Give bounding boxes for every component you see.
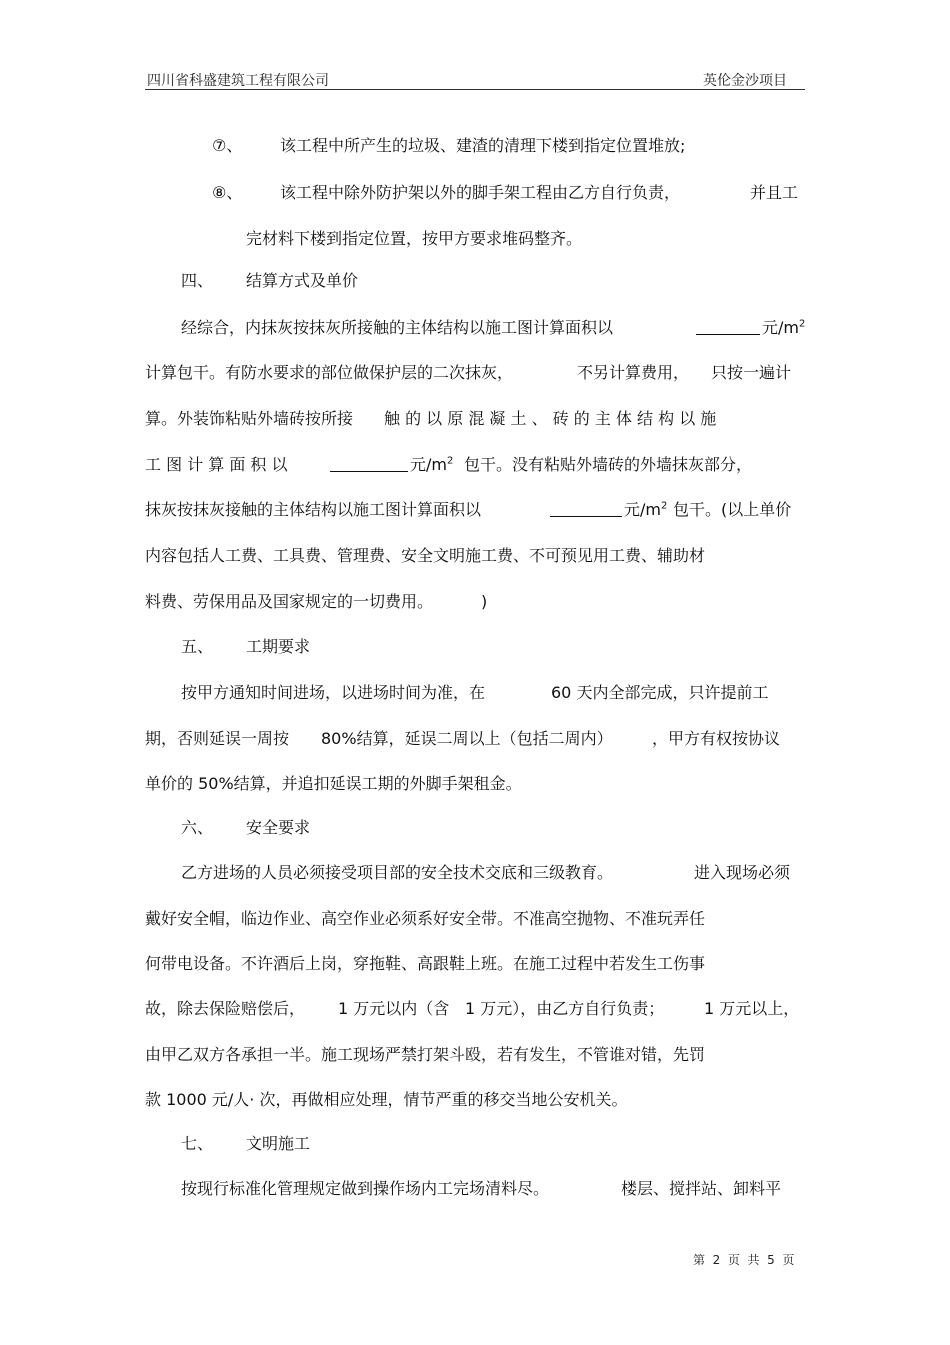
- s6-line-6: 款 1000 元/人· 次，再做相应处理，情节严重的移交当地公安机关。: [145, 1090, 628, 1109]
- s4-line-2: 计算包干。有防水要求的部位做保护层的二次抹灰，: [145, 363, 514, 382]
- s4-line-6: 内容包括人工费、工具费、管理费、安全文明施工费、不可预见用工费、辅助材: [145, 546, 706, 565]
- section-6-title: 安全要求: [246, 818, 311, 837]
- section-4-title: 结算方式及单价: [246, 271, 359, 290]
- s6-line-4c: 1 万元），由乙方自行负责；: [465, 999, 665, 1018]
- s4-line-2b: 不另计算费用，: [577, 363, 690, 382]
- page-number: 第 2 页 共 5 页: [693, 1253, 795, 1267]
- s6-line-5: 由甲乙双方各承担一半。施工现场严禁打架斗殴，若有发生，不管谁对错，先罚: [145, 1045, 706, 1064]
- section-6-number: 六、: [181, 818, 214, 837]
- s5-line-1b: 60 天内全部完成，只许提前工: [551, 683, 769, 702]
- section-4-number: 四、: [181, 271, 214, 290]
- s4-unit-3: 元$/m^2$: [624, 500, 668, 519]
- section-5-title: 工期要求: [246, 637, 311, 656]
- s4-line-3b: 触 的 以 原 混 凝 土 、 砖 的 主 体 结 构 以 施: [384, 409, 717, 428]
- section-7-number: 七、: [181, 1134, 214, 1153]
- item-8-number: ⑧、: [212, 183, 243, 202]
- s4-line-5: 抹灰按抹灰接触的主体结构以施工图计算面积以: [145, 500, 482, 519]
- s4-blank-1[interactable]: [696, 320, 760, 335]
- s6-line-4: 故，除去保险赔偿后，: [145, 999, 306, 1018]
- s4-unit-2: 元$/m^2$: [410, 455, 454, 474]
- s6-line-1b: 进入现场必须: [694, 863, 791, 882]
- header-company: 四川省科盛建筑工程有限公司: [147, 73, 329, 89]
- s4-blank-2[interactable]: [330, 457, 408, 472]
- s6-line-4b: 1 万元以内（含: [338, 999, 450, 1018]
- s6-line-4d: 1 万元以上，: [704, 999, 800, 1018]
- item-7-text: 该工程中所产生的垃圾、建渣的清理下楼到指定位置堆放;: [280, 136, 686, 155]
- s4-unit-1: 元$/m^2$: [762, 318, 806, 337]
- s6-line-3: 何带电设备。不许酒后上岗，穿拖鞋、高跟鞋上班。在施工过程中若发生工伤事: [145, 954, 706, 973]
- item-7-number: ⑦、: [212, 136, 243, 155]
- s6-line-1: 乙方进场的人员必须接受项目部的安全技术交底和三级教育。: [181, 863, 614, 882]
- s6-line-2: 戴好安全帽，临边作业、高空作业必须系好安全带。不准高空抛物、不准玩弄任: [145, 909, 706, 928]
- item-8-text-tail: 并且工: [750, 183, 799, 202]
- s5-line-2: 期，否则延误一周按: [145, 729, 290, 748]
- section-5-number: 五、: [181, 637, 214, 656]
- s4-line-3: 算。外装饰粘贴外墙砖按所接: [145, 409, 354, 428]
- s7-line-1b: 楼层、搅拌站、卸料平: [621, 1179, 782, 1198]
- s5-line-2b: 80%结算，延误二周以上（包括二周内）: [321, 729, 613, 748]
- s5-line-2c: ，甲方有权按协议: [652, 729, 781, 748]
- item-8-continuation: 完材料下楼到指定位置，按甲方要求堆码整齐。: [246, 229, 583, 248]
- s4-line-4b: 包干。没有粘贴外墙砖的外墙抹灰部分，: [464, 455, 753, 474]
- s4-line-2c: 只按一遍计: [711, 363, 792, 382]
- header-project: 英伦金沙项目: [703, 73, 787, 89]
- section-7-title: 文明施工: [246, 1134, 311, 1153]
- s4-line-1: 经综合，内抹灰按抹灰所接触的主体结构以施工图计算面积以: [181, 318, 614, 337]
- s5-line-3: 单价的 50%结算，并追扣延误工期的外脚手架租金。: [145, 774, 522, 793]
- s4-line-5b: 包干。(以上单价: [673, 500, 792, 519]
- s4-line-7b: ): [481, 592, 488, 611]
- s4-line-7: 料费、劳保用品及国家规定的一切费用。: [145, 592, 434, 611]
- header-rule: [145, 89, 805, 90]
- s5-line-1: 按甲方通知时间进场，以进场时间为准，在: [181, 683, 486, 702]
- item-8-text: 该工程中除外防护架以外的脚手架工程由乙方自行负责，: [280, 183, 681, 202]
- s4-blank-3[interactable]: [550, 502, 622, 517]
- s7-line-1: 按现行标准化管理规定做到操作场内工完场清料尽。: [181, 1179, 550, 1198]
- s4-line-4: 工 图 计 算 面 积 以: [145, 455, 288, 474]
